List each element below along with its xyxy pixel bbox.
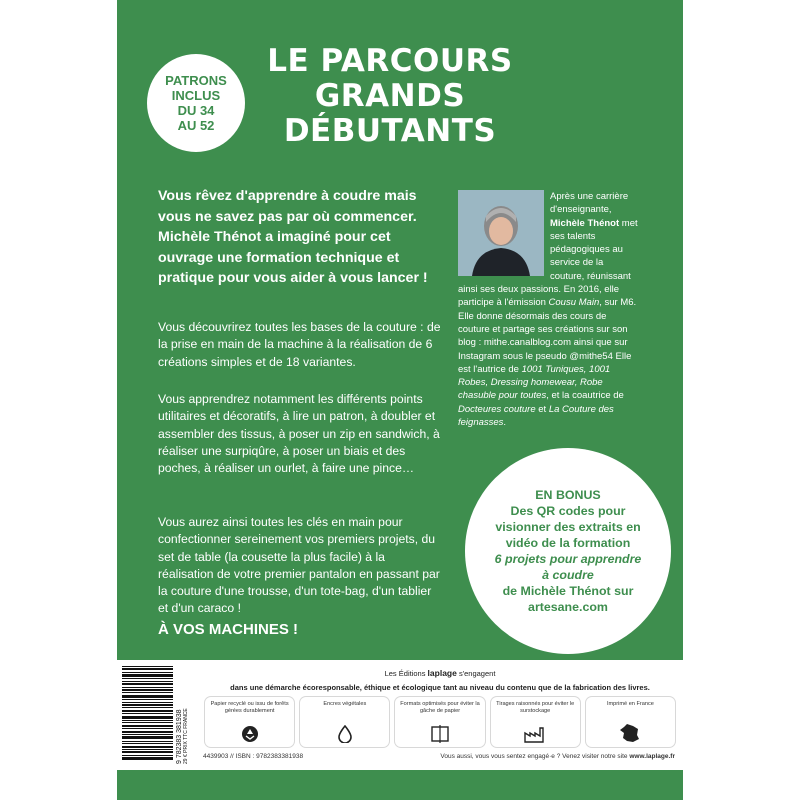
title-line: LE PARCOURS <box>267 43 513 79</box>
book-title-italic: La Couture des feignasses <box>458 403 614 429</box>
bonus-title: EN BONUS <box>535 488 601 502</box>
engagement-label: Tirages raisonnés pour éviter le surstockage <box>496 701 575 714</box>
engagement-heading <box>200 668 680 678</box>
description-paragraph: Vous découvrirez toutes les bases de la couture : de la prise en main de la machine à la réalisation de 6 créations simples et de 18 variantes. <box>158 320 441 369</box>
engagement-label: Encres végétales <box>323 701 367 707</box>
bio-text: et <box>538 403 547 415</box>
publisher-brand: laplage <box>427 668 457 678</box>
barcode <box>120 664 175 764</box>
engagement-label: Formats optimisés pour éviter la gâche de papier <box>400 701 480 714</box>
engagement-statement: dans une démarche écoresponsable, éthique et écologique tant au niveau du contenu que de la fabrication des livres. <box>230 683 650 692</box>
book-title <box>240 44 540 149</box>
patterns-badge <box>147 54 245 152</box>
engagement-item <box>491 697 580 747</box>
bonus-circle <box>465 448 671 654</box>
title-line: GRANDS <box>314 78 466 114</box>
publisher-website: www.laplage.fr <box>629 753 675 760</box>
ink-drop-icon <box>337 725 353 743</box>
bio-text: . <box>503 417 507 429</box>
engagement-item <box>205 697 294 747</box>
barcode-labels <box>176 664 190 764</box>
bio-text: , sur M6. Elle donne désormais des cours de couture et partage ses créations sur son blog : mithe.canalblog.com ainsi que sur Instagram sous le pseudo @mithe54 Elle est l'autrice de <box>458 297 637 375</box>
engagement-item <box>586 697 675 747</box>
title-line: DÉBUTANTS <box>283 113 497 149</box>
engagement-label: Imprimé en France <box>606 701 654 707</box>
author-bio <box>458 190 638 429</box>
france-map-icon <box>619 723 641 743</box>
call-to-action: À VOS MACHINES ! <box>158 621 299 638</box>
badge-line: INCLUS <box>171 88 221 103</box>
bonus-course-title: 6 projets pour apprendre à coudre <box>494 552 642 582</box>
badge-line: DU 34 <box>177 103 215 118</box>
footer-isbn: 4439903 // ISBN : 9782383381938 <box>203 753 304 760</box>
engagement-pre: Les Éditions <box>384 669 426 678</box>
description-paragraph: Vous aurez ainsi toutes les clés en main pour confectionner sereinement vos premiers projets, du set de table (la cousette la plus facile) à la réalisation de votre premier pantalon en passant par la couture d'une trousse, d'un tote-bag, d'un tablier et d'un caraco ! <box>158 515 440 616</box>
engagement-boxes <box>205 697 675 747</box>
recycle-icon <box>241 725 259 743</box>
footer-cta <box>440 753 675 760</box>
barcode-number: 9 782383 381938 <box>176 709 183 764</box>
badge-line: AU 52 <box>177 118 215 133</box>
bonus-text: Des QR codes pour visionner des extraits en vidéo de la formation <box>495 504 641 550</box>
engagement-label: Papier recyclé ou issu de forêts gérées durablement <box>210 701 289 714</box>
intro-paragraph: Vous rêvez d'apprendre à coudre mais vous ne savez pas par où commencer. Michèle Thénot a imaginé pour cet ouvrage une formation technique et pratique pour vous aider à vous lancer ! <box>158 188 428 286</box>
bio-text: Après une carrière d'enseignante, <box>550 191 629 216</box>
author-name: Michèle Thénot <box>550 217 620 229</box>
factory-icon <box>524 725 546 743</box>
engagement-item <box>300 697 389 747</box>
bio-text: met ses talents pédagogiques au service de la couture, <box>550 217 638 282</box>
bio-text: , et la coautrice de <box>546 390 624 402</box>
tv-show: Cousu Main <box>548 297 600 309</box>
footer-cta-text: Vous aussi, vous vous sentez engagé·e ? Venez visiter notre site <box>440 753 628 760</box>
book-title-italic: Docteures couture <box>458 403 536 415</box>
format-icon <box>430 725 450 743</box>
badge-line: PATRONS <box>165 73 227 88</box>
price-label: 29 € PRIX TTC FRANCE <box>183 708 189 764</box>
book-list: 1001 Tuniques, 1001 Robes, Dressing homewear, Robe chasuble pour toutes <box>458 363 611 402</box>
bio-text: réunissant ainsi ses deux passions. En 2016, elle participe à l'émission <box>458 270 631 309</box>
engagement-item <box>395 697 484 747</box>
engagement-post: s'engagent <box>458 669 496 678</box>
description-paragraph: Vous apprendrez notamment les différents points utilitaires et décoratifs, à lire un patron, à doubler et assembler des tissus, à poser un zip en sandwich, à réaliser une surpiqûre, à poser un biais et des poches, à réaliser un ourlet, à faire une pince… <box>158 392 440 476</box>
bonus-text: de Michèle Thénot sur artesane.com <box>502 584 634 614</box>
